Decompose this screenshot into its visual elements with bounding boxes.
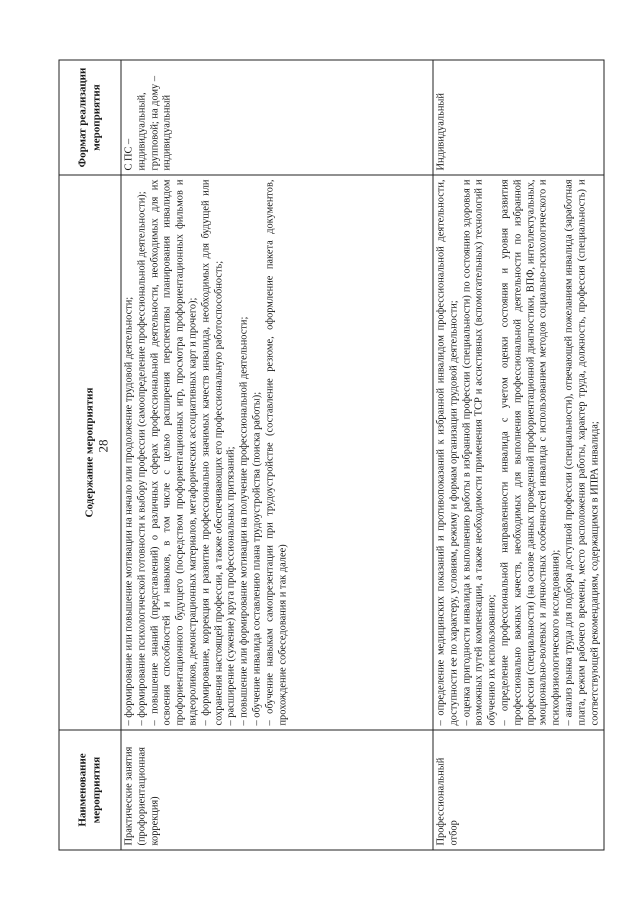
row-format-cell: Индивидуальный [433,60,604,175]
list-item: – анализ рынка труда для подбора доступной профессии (специальности), отвечающей пожеланиям инвалида (заработная плата, режим рабочего времени, место расположения работы, характер труда, должность, профессия (специальность) и соответствующей рекомендациям, содержащимся в ИПРА инвалида; [563,179,601,726]
row-format-cell: С ПС – индивидуальный, групповой; на дому – индивидуальный [121,60,433,175]
list-item: – оценка пригодности инвалида к выполнению работы в избранной профессии (специальности) по состоянию здоровья и возможных путей компенсации, а также необходимости применения ТСР и ассистивных (вспомогательных) технологий и обучению их использованию; [461,179,498,726]
row-content-cell [121,175,433,730]
rotated-table-container [59,61,601,851]
row-name-cell: Профессиональный отбор [433,730,604,850]
list-item: – формирование, коррекция и развитие профессионально значимых качеств инвалида, необходимых для будущей или сохранения настоящей профессии, а также обеспечивающих его профессиональную работоспособность; [200,179,225,726]
list-item: – определение медицинских показаний и противопоказаний к избранной инвалидом профессиональной деятельности, доступности ее по характеру, условиям, режиму и формам организации трудовой деятельности; [435,179,460,726]
list-item: – обучение инвалида составлению плана трудоустройства (поиска работы); [251,391,263,726]
list-item: – обучение навыкам самопрезентации при трудоустройстве (составление резюме, оформление пакета документов, прохождение собеседования и так далее) [264,179,289,726]
table-header-row [59,60,121,850]
row-content-cell [433,175,604,730]
list-item: – расширение (сужение) круга профессиональных притязаний; [225,446,237,726]
list-item: – определение профессиональной направленности инвалида с учетом оценки состояния и уровня развития профессионально важных качеств, необходимых для выполнения профессиональной деятельности по избранной профессии (специальности) (на основе данных проведенной профориентационной диагностики, ВПФ, интеллектуальных, эмоционально-волевых и личностных особенностей инвалида с использованием методов социально-психологического и психофизиологического исследования); [499,179,562,726]
header-format: Формат реализации мероприятия [59,60,121,175]
row-name-cell: Практические занятия (профориентационная коррекция) [121,730,433,850]
activities-table [59,60,605,851]
page-number: 28 [95,439,111,453]
table-row [121,60,433,850]
list-item: – формирование психологической готовности к выбору профессии (самоопределение профессиональной деятельности); [136,191,148,726]
list-item: – повышение знаний (представлений) о различных сферах профессиональной деятельности, необходимых для их освоения способностей и навыков, в том числе с целью расширения перспективы планирования инвалидом профориентационного будущего (посредством профориентационных игр, просмотра профориентационных фильмов и видеороликов, демонстрационных материалов, метафорических ассоциативных карт и прочего); [149,179,199,726]
header-name: Наименование мероприятия [59,730,121,850]
header-content: Содержание мероприятия [59,175,121,730]
table-row [433,60,604,850]
list-item: – формирование или повышение мотивации на начало или продолжение трудовой деятельности; [123,296,135,726]
list-item: – повышение или формирование мотивации на получение профессиональной деятельности; [238,316,250,726]
